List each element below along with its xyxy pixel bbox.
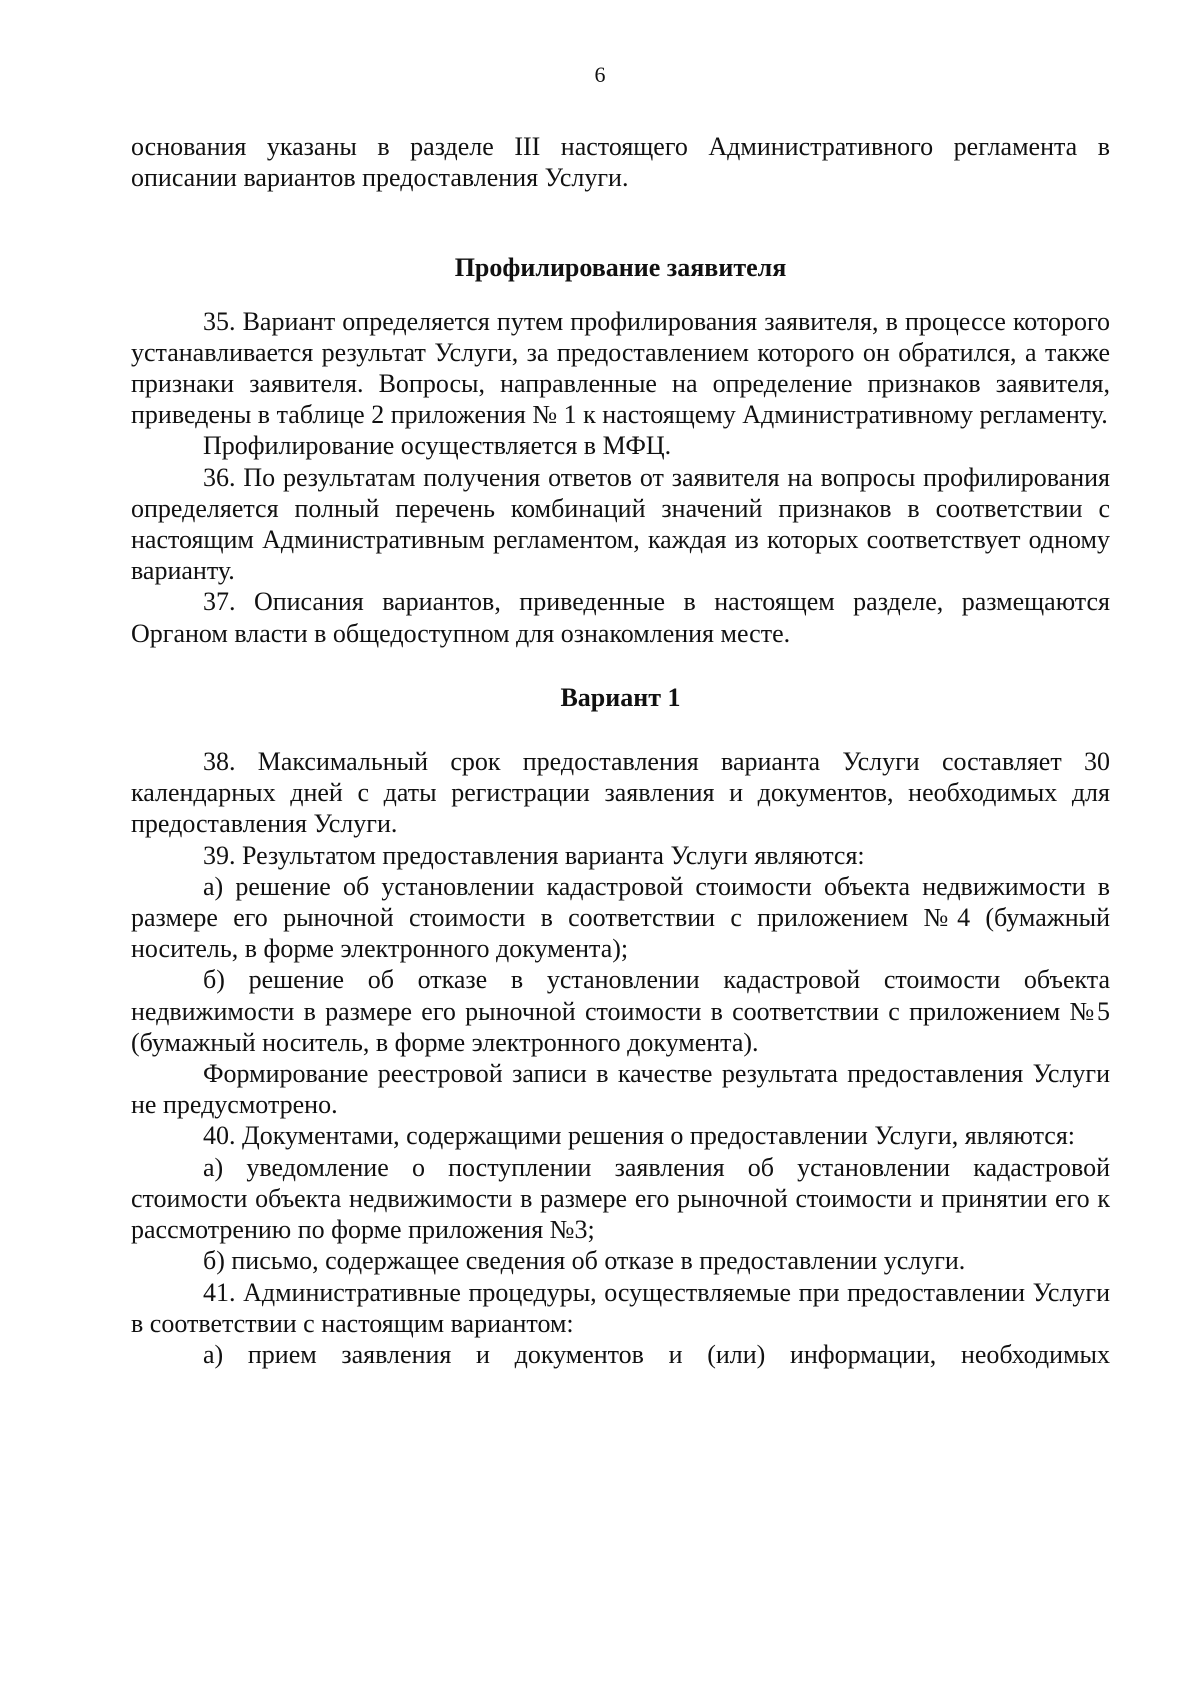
paragraph-39: 39. Результатом предоставления варианта Услуги являются: — [203, 840, 865, 870]
paragraph-35-mfc: Профилирование осуществляется в МФЦ. — [203, 431, 672, 461]
paragraph-40-a: а) уведомление о поступлении заявления об установлении кадастровой стоимости объекта недвижимости в размере его рыночной стоимости и принятии его к рассмотрению по форме приложения №3; — [131, 1152, 1110, 1245]
paragraph-continuation: основания указаны в разделе III настоящего Административного регламента в описании вариантов предоставления Услуги. — [131, 132, 1110, 193]
paragraph-40-b: б) письмо, содержащее сведения об отказе в предоставлении услуги. — [203, 1246, 966, 1276]
section-heading-variant-1: Вариант 1 — [560, 682, 681, 712]
paragraph-37: 37. Описания вариантов, приведенные в настоящем разделе, размещаются Органом власти в общедоступном для ознакомления месте. — [131, 587, 1110, 648]
paragraph-39-a: а) решение об установлении кадастровой стоимости объекта недвижимости в размере его рыночной стоимости в соответствии с приложением №4 (бумажный носитель, в форме электронного документа); — [131, 871, 1110, 964]
paragraph-40: 40. Документами, содержащими решения о предоставлении Услуги, являются: — [203, 1121, 1076, 1151]
page-number: 6 — [594, 62, 606, 87]
paragraph-41-a: а) прием заявления и документов и (или) информации, необходимых — [203, 1339, 1110, 1369]
paragraph-35: 35. Вариант определяется путем профилирования заявителя, в процессе которого устанавливается результат Услуги, за предоставлением которого он обратился, а также признаки заявителя. Вопросы, направленные на определение признаков заявителя, приведены в таблице 2 приложения № 1 к настоящему Административному регламенту. — [131, 306, 1110, 430]
paragraph-41: 41. Административные процедуры, осуществляемые при предоставлении Услуги в соответствии с настоящим вариантом: — [131, 1277, 1110, 1338]
paragraph-36: 36. По результатам получения ответов от заявителя на вопросы профилирования определяется полный перечень комбинаций значений признаков в соответствии с настоящим Административным регламентом, каждая из которых соответствует одному варианту. — [131, 462, 1110, 586]
paragraph-38: 38. Максимальный срок предоставления варианта Услуги составляет 30 календарных дней с даты регистрации заявления и документов, необходимых для предоставления Услуги. — [131, 747, 1110, 839]
section-heading-profiling: Профилирование заявителя — [454, 253, 787, 283]
document-body — [131, 131, 1110, 1370]
paragraph-39-b: б) решение об отказе в установлении кадастровой стоимости объекта недвижимости в размере его рыночной стоимости в соответствии с приложением №5 (бумажный носитель, в форме электронного документа). — [131, 965, 1110, 1057]
paragraph-39-registry: Формирование реестровой записи в качестве результата предоставления Услуги не предусмотрено. — [131, 1059, 1110, 1120]
